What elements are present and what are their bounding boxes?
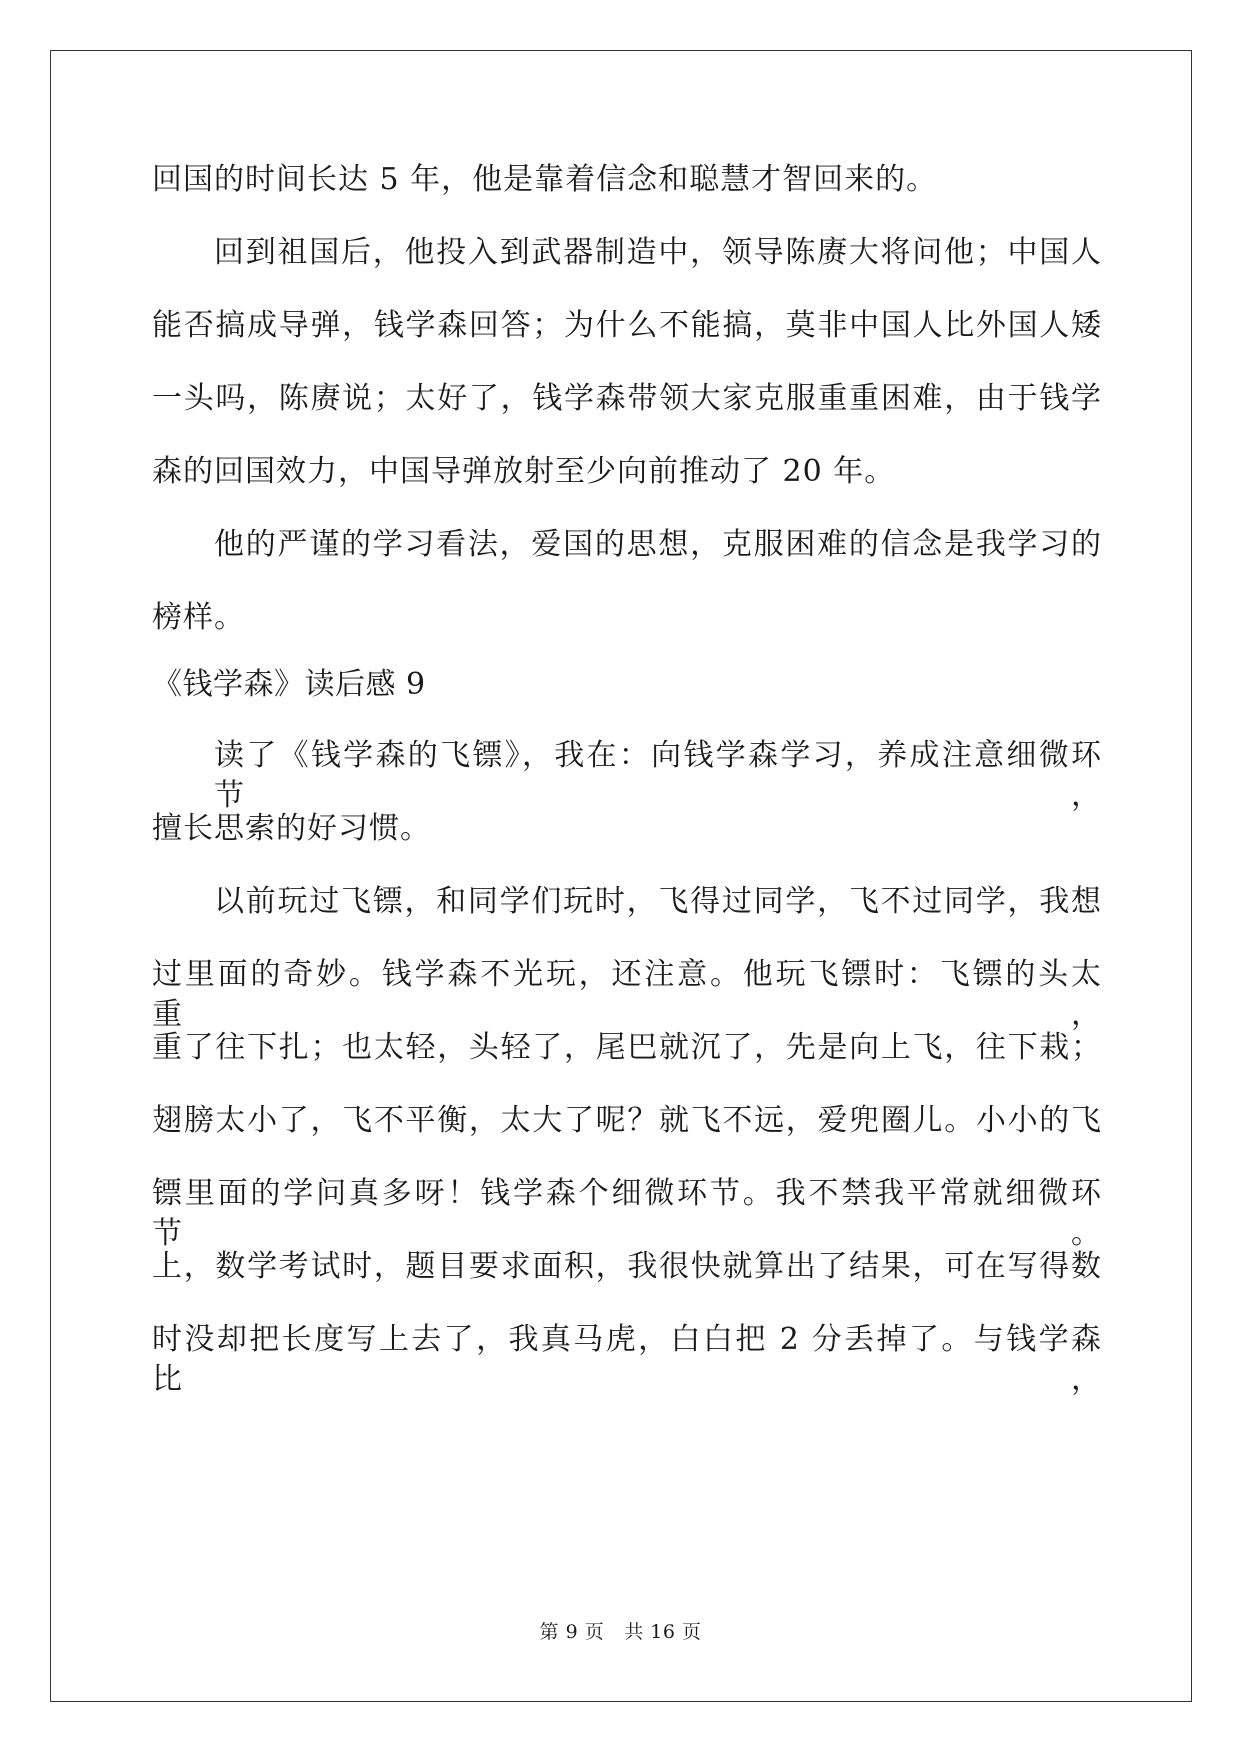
text-line: 森的回国效力，中国导弹放射至少向前推动了 20 年。 bbox=[152, 454, 896, 489]
section-heading: 《钱学森》读后感 9 bbox=[152, 667, 426, 702]
text-line: 一头吗，陈赓说；太好了，钱学森带领大家克服重重困难，由于钱学 bbox=[152, 381, 1102, 416]
text-line: 时没却把长度写上去了，我真马虎，白白把 2 分丢掉了。与钱学森比， bbox=[152, 1322, 1102, 1397]
paragraph-start: 他的严谨的学习看法，爱国的思想，克服困难的信念是我学习的 bbox=[214, 527, 1102, 562]
text-line: 上，数学考试时，题目要求面积，我很快就算出了结果，可在写得数 bbox=[152, 1249, 1102, 1284]
text-line: 翅膀太小了，飞不平衡，太大了呢？就飞不远，爱兜圈儿。小小的飞 bbox=[152, 1103, 1102, 1138]
text-line: 回国的时间长达 5 年，他是靠着信念和聪慧才智回来的。 bbox=[152, 162, 938, 197]
paragraph-start: 读了《钱学森的飞镖》，我在：向钱学森学习，养成注意细微环节， bbox=[214, 738, 1102, 813]
text-line: 重了往下扎；也太轻，头轻了，尾巴就沉了，先是向上飞，往下栽； bbox=[152, 1030, 1102, 1065]
page-number: 第 9 页 bbox=[539, 1621, 605, 1643]
page-footer bbox=[0, 1617, 1241, 1644]
page-total: 共 16 页 bbox=[624, 1621, 702, 1643]
text-line: 过里面的奇妙。钱学森不光玩，还注意。他玩飞镖时：飞镖的头太重， bbox=[152, 957, 1102, 1032]
text-line: 镖里面的学问真多呀！钱学森个细微环节。我不禁我平常就细微环节。 bbox=[152, 1176, 1102, 1251]
text-line: 擅长思索的好习惯。 bbox=[152, 811, 431, 846]
text-line: 能否搞成导弹，钱学森回答；为什么不能搞，莫非中国人比外国人矮 bbox=[152, 308, 1102, 343]
page-border bbox=[50, 50, 1192, 1702]
paragraph-start: 回到祖国后，他投入到武器制造中，领导陈赓大将问他；中国人 bbox=[214, 235, 1102, 270]
paragraph-start: 以前玩过飞镖，和同学们玩时，飞得过同学，飞不过同学，我想 bbox=[214, 884, 1102, 919]
text-line: 榜样。 bbox=[152, 600, 245, 635]
